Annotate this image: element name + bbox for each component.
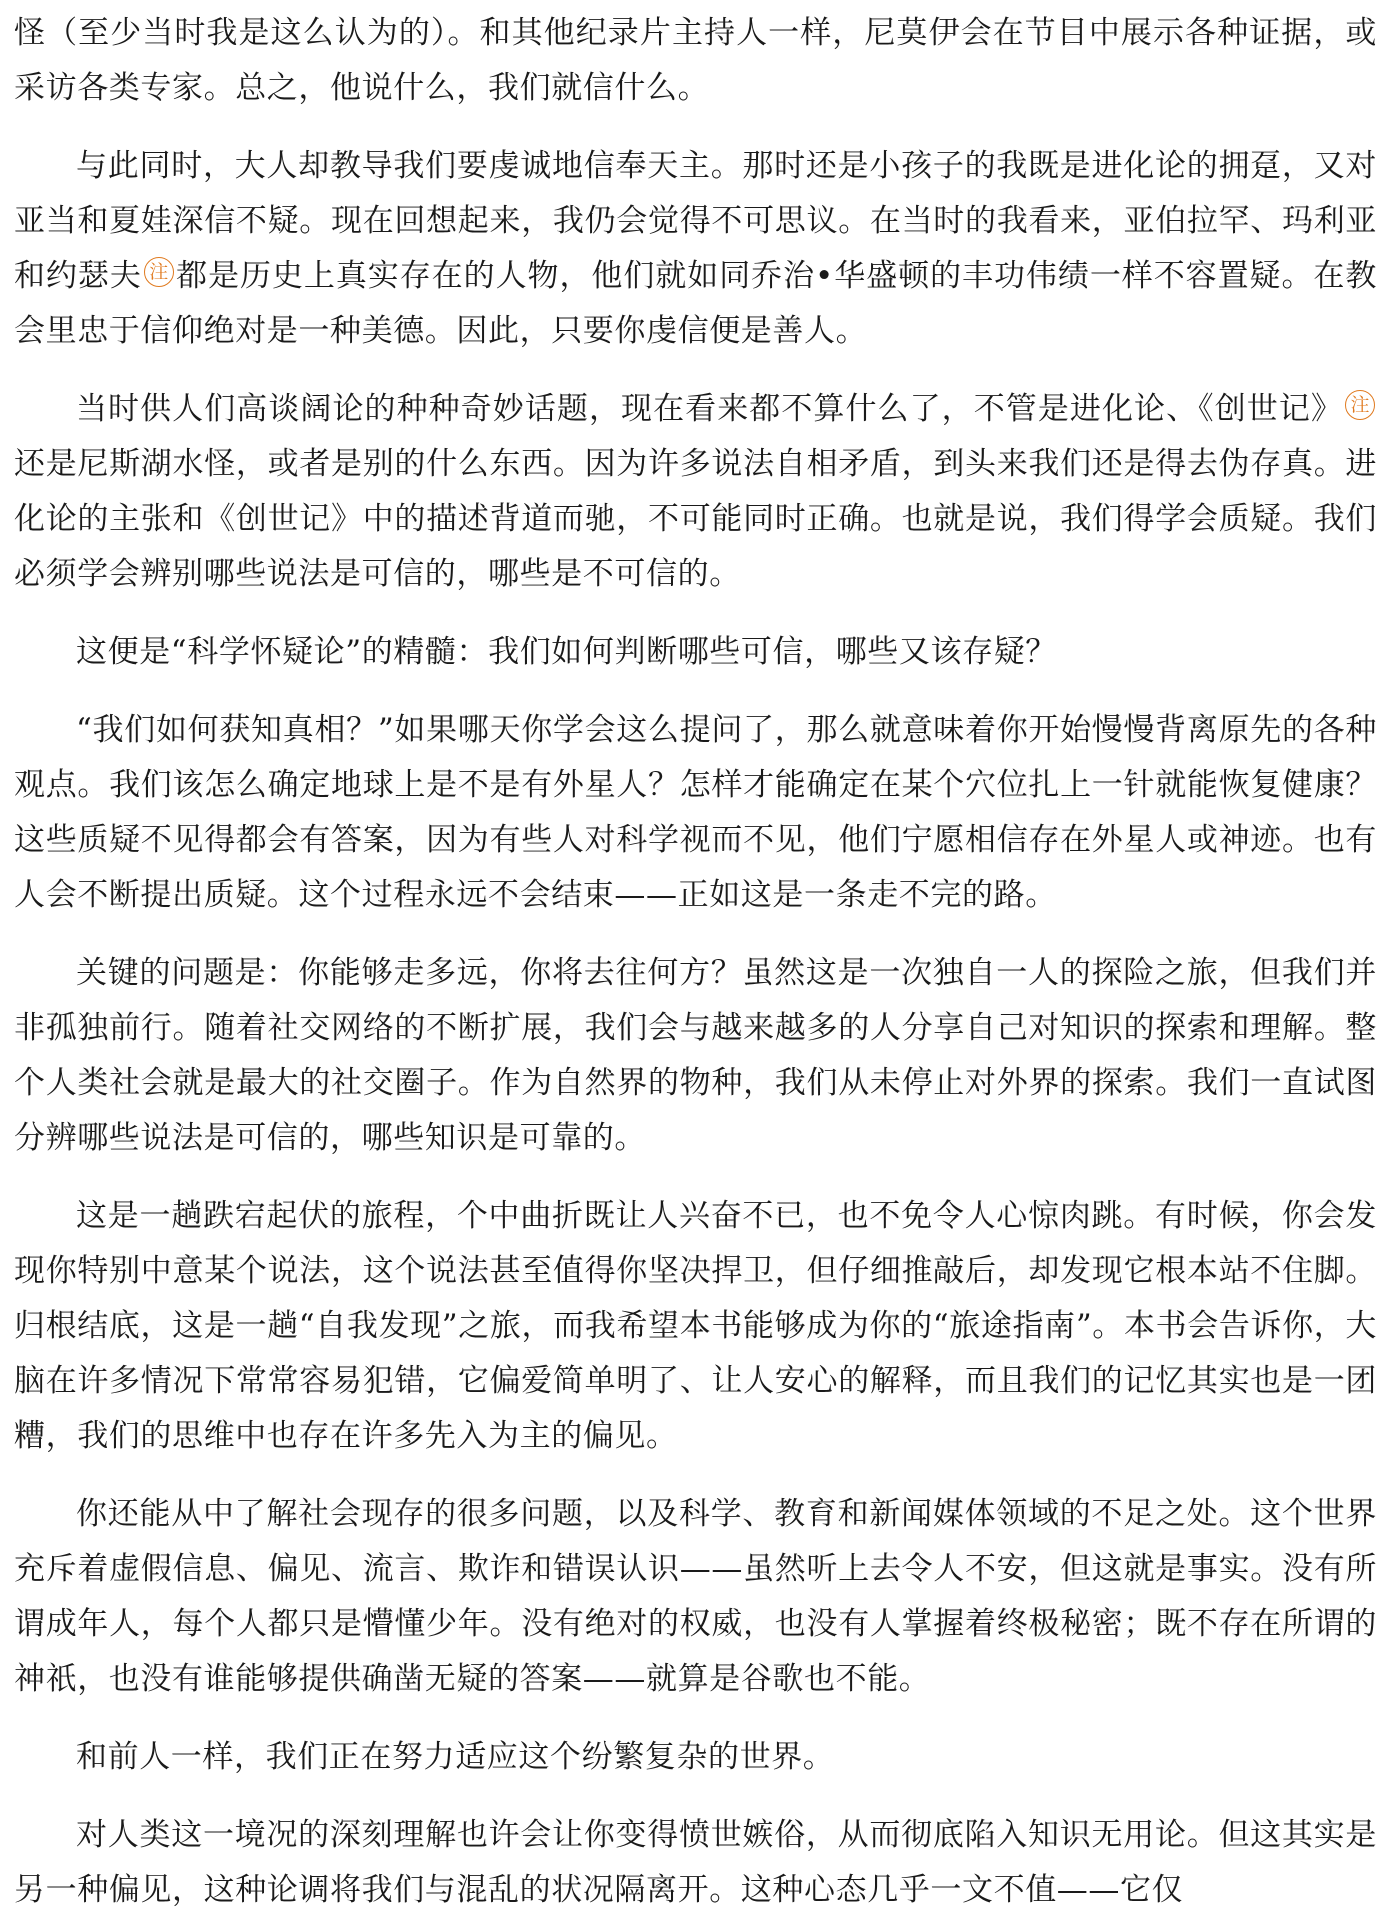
paragraph-text: 这是一趟跌宕起伏的旅程，个中曲折既让人兴奋不已，也不免令人心惊肉跳。有时候，你会发现你特别中意某个说法，这个说法甚至值得你坚决捍卫，但仔细推敲后，却发现它根本站不住脚。归根结底，这是一趟“自我发现”之旅，而我希望本书能够成为你的“旅途指南”。本书会告诉你，大脑在许多情况下常常容易犯错，它偏爱简单明了、让人安心的解释，而且我们的记忆其实也是一团糟，我们的思维中也存在许多先入为主的偏见。: [14, 1198, 1377, 1454]
footnote-marker-icon[interactable]: 注: [1345, 390, 1375, 420]
paragraph-text: 与此同时，大人却教导我们要虔诚地信奉天主。那时还是小孩子的我既是进化论的拥趸，又对亚当和夏娃深信不疑。现在回想起来，我仍会觉得不可思议。在当时的我看来，亚伯拉罕、玛利亚和约瑟夫: [14, 148, 1377, 294]
paragraph-text: 和前人一样，我们正在努力适应这个纷繁复杂的世界。: [76, 1739, 835, 1775]
paragraph-p5: [14, 703, 1377, 923]
paragraph-text: “我们如何获知真相？”如果哪天你学会这么提问了，那么就意味着你开始慢慢背离原先的各种观点。我们该怎么确定地球上是不是有外星人？怎样才能确定在某个穴位扎上一针就能恢复健康？这些质疑不见得都会有答案，因为有些人对科学视而不见，他们宁愿相信存在外星人或神迹。也有人会不断提出质疑。这个过程永远不会结束——正如这是一条走不完的路。: [14, 712, 1377, 913]
paragraph-text: 怪（至少当时我是这么认为的）。和其他纪录片主持人一样，尼莫伊会在节目中展示各种证据，或采访各类专家。总之，他说什么，我们就信什么。: [14, 15, 1377, 106]
paragraph-text: 关键的问题是：你能够走多远，你将去往何方？虽然这是一次独自一人的探险之旅，但我们并非孤独前行。随着社交网络的不断扩展，我们会与越来越多的人分享自己对知识的探索和理解。整个人类社会就是最大的社交圈子。作为自然界的物种，我们从未停止对外界的探索。我们一直试图分辨哪些说法是可信的，哪些知识是可靠的。: [14, 955, 1377, 1156]
paragraph-p3: [14, 382, 1377, 602]
paragraph-text: 还是尼斯湖水怪，或者是别的什么东西。因为许多说法自相矛盾，到头来我们还是得去伪存真。进化论的主张和《创世记》中的描述背道而驰，不可能同时正确。也就是说，我们得学会质疑。我们必须学会辨别哪些说法是可信的，哪些是不可信的。: [14, 446, 1377, 592]
paragraph-p4: [14, 625, 1377, 680]
paragraph-p2: [14, 139, 1377, 359]
paragraph-text: 对人类这一境况的深刻理解也许会让你变得愤世嫉俗，从而彻底陷入知识无用论。但这其实是另一种偏见，这种论调将我们与混乱的状况隔离开。这种心态几乎一文不值——它仅: [14, 1817, 1377, 1908]
paragraph-p8: [14, 1487, 1377, 1707]
paragraph-p10: [14, 1808, 1377, 1918]
footnote-marker-icon[interactable]: 注: [144, 257, 174, 287]
paragraph-text: 当时供人们高谈阔论的种种奇妙话题，现在看来都不算什么了，不管是进化论、《创世记》: [76, 391, 1343, 427]
paragraph-text: 都是历史上真实存在的人物，他们就如同乔治•华盛顿的丰功伟绩一样不容置疑。在教会里忠于信仰绝对是一种美德。因此，只要你虔信便是善人。: [14, 258, 1377, 349]
paragraph-text: 这便是“科学怀疑论”的精髓：我们如何判断哪些可信，哪些又该存疑？: [76, 634, 1057, 670]
paragraph-p7: [14, 1189, 1377, 1464]
paragraph-p6: [14, 946, 1377, 1166]
paragraph-text: 你还能从中了解社会现存的很多问题，以及科学、教育和新闻媒体领域的不足之处。这个世界充斥着虚假信息、偏见、流言、欺诈和错误认识——虽然听上去令人不安，但这就是事实。没有所谓成年人，每个人都只是懵懂少年。没有绝对的权威，也没有人掌握着终极秘密；既不存在所谓的神祇，也没有谁能够提供确凿无疑的答案——就算是谷歌也不能。: [14, 1496, 1377, 1697]
paragraph-p9: [14, 1730, 1377, 1785]
paragraph-p1: [14, 6, 1377, 116]
